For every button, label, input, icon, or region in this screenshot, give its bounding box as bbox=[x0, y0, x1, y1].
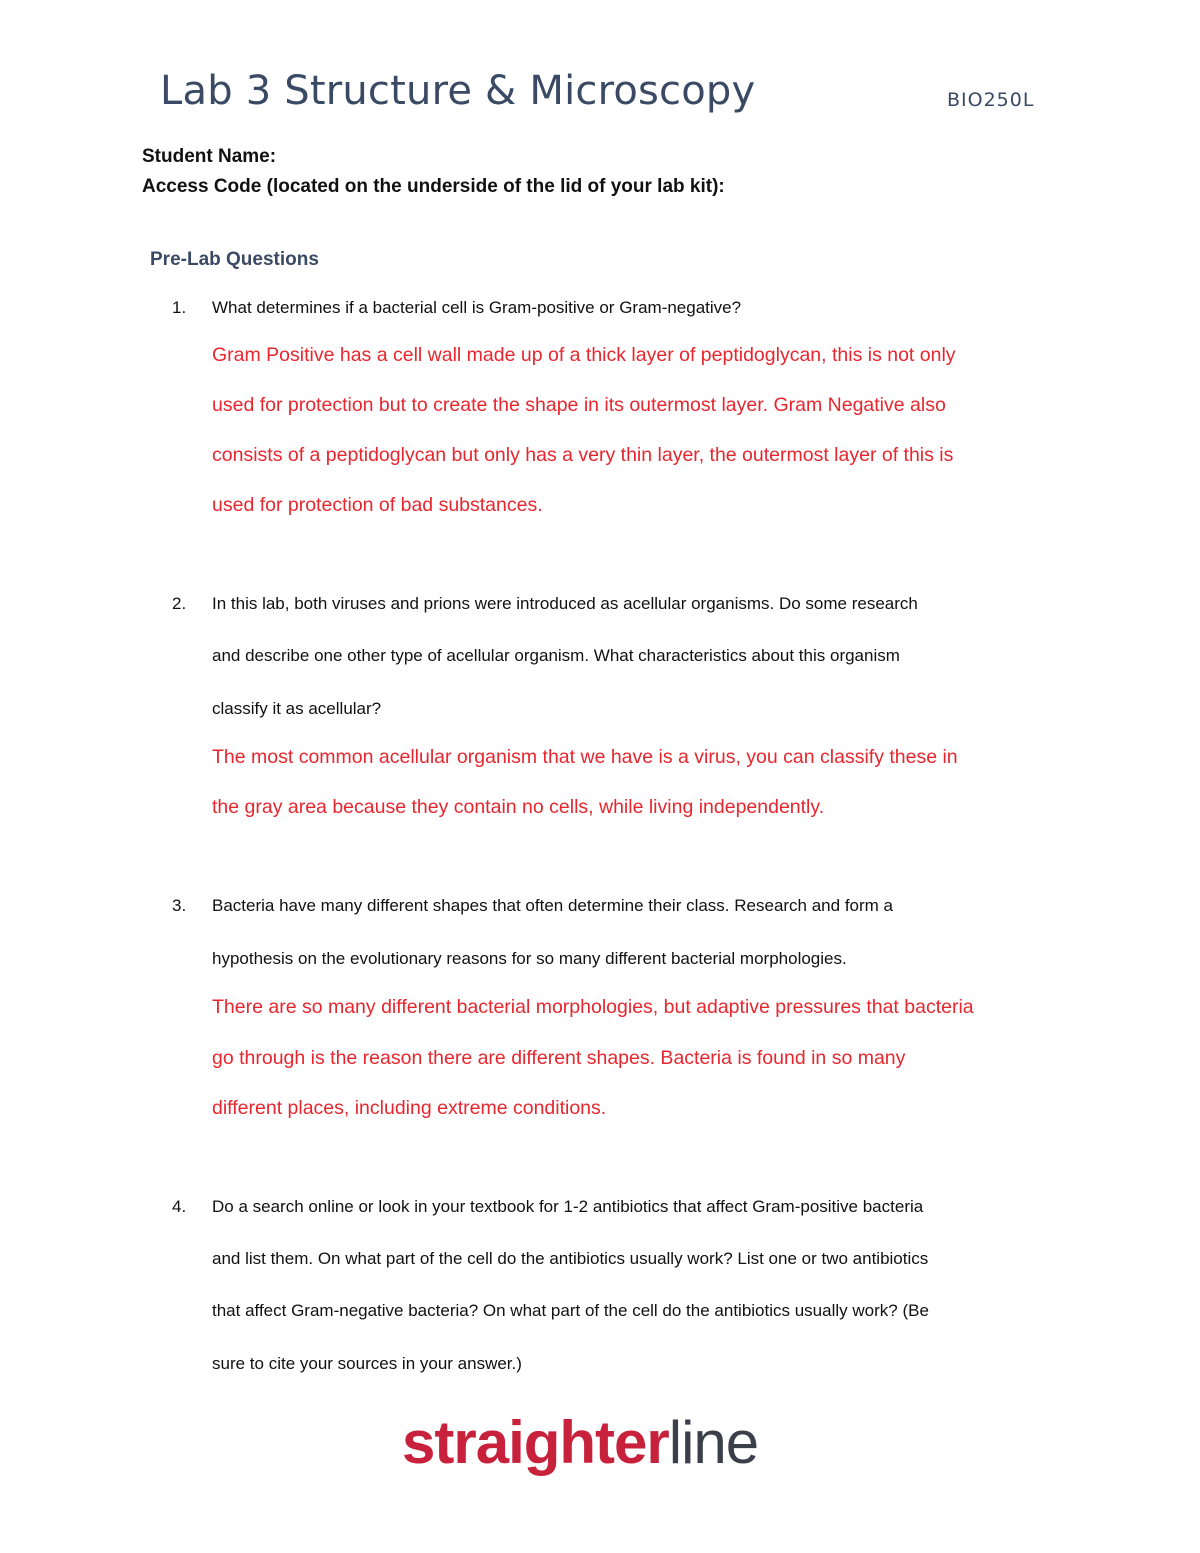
question-number: 2. bbox=[172, 594, 187, 613]
question-text: What determines if a bacterial cell is Gram-positive or Gram-negative? bbox=[212, 298, 742, 317]
course-code: BIO250L bbox=[947, 89, 1035, 111]
answer-text: There are so many different bacterial morphologies, but adaptive pressures that bacteria bbox=[212, 996, 974, 1018]
logo-text-primary: straighter bbox=[402, 1409, 669, 1476]
question-text: Do a search online or look in your textbook for 1-2 antibiotics that affect Gram-positive bacteria bbox=[212, 1197, 924, 1216]
question-text: In this lab, both viruses and prions were introduced as acellular organisms. Do some research bbox=[212, 594, 918, 613]
access-code-label: Access Code (located on the underside of the lid of your lab kit): bbox=[142, 176, 725, 197]
question-text: Bacteria have many different shapes that often determine their class. Research and form a bbox=[212, 896, 893, 915]
question-number: 3. bbox=[172, 896, 187, 915]
question-text: that affect Gram-negative bacteria? On what part of the cell do the antibiotics usually work? (Be bbox=[212, 1301, 929, 1320]
question-number: 4. bbox=[172, 1197, 187, 1216]
answer-text: The most common acellular organism that we have is a virus, you can classify these in bbox=[212, 746, 958, 768]
question-text: classify it as acellular? bbox=[212, 699, 382, 718]
student-name-label: Student Name: bbox=[142, 146, 277, 167]
answer-text: used for protection but to create the shape in its outermost layer. Gram Negative also bbox=[212, 394, 946, 416]
answer-text: the gray area because they contain no cells, while living independently. bbox=[212, 796, 825, 818]
question-text: hypothesis on the evolutionary reasons for so many different bacterial morphologies. bbox=[212, 949, 847, 968]
answer-text: consists of a peptidoglycan but only has a very thin layer, the outermost layer of this is bbox=[212, 444, 954, 466]
page-title: Lab 3 Structure & Microscopy bbox=[160, 68, 756, 114]
answer-text: go through is the reason there are different shapes. Bacteria is found in so many bbox=[212, 1047, 906, 1069]
question-number: 1. bbox=[172, 298, 187, 317]
question-text: and describe one other type of acellular organism. What characteristics about this organism bbox=[212, 646, 900, 665]
section-title: Pre-Lab Questions bbox=[150, 249, 319, 270]
question-text: and list them. On what part of the cell do the antibiotics usually work? List one or two antibiotics bbox=[212, 1249, 929, 1268]
straighterline-logo bbox=[402, 1408, 758, 1477]
logo-text-secondary: line bbox=[668, 1409, 759, 1476]
answer-text: Gram Positive has a cell wall made up of a thick layer of peptidoglycan, this is not only bbox=[212, 344, 956, 366]
answer-text: used for protection of bad substances. bbox=[212, 494, 543, 516]
question-text: sure to cite your sources in your answer.) bbox=[212, 1354, 522, 1373]
answer-text: different places, including extreme conditions. bbox=[212, 1097, 607, 1119]
